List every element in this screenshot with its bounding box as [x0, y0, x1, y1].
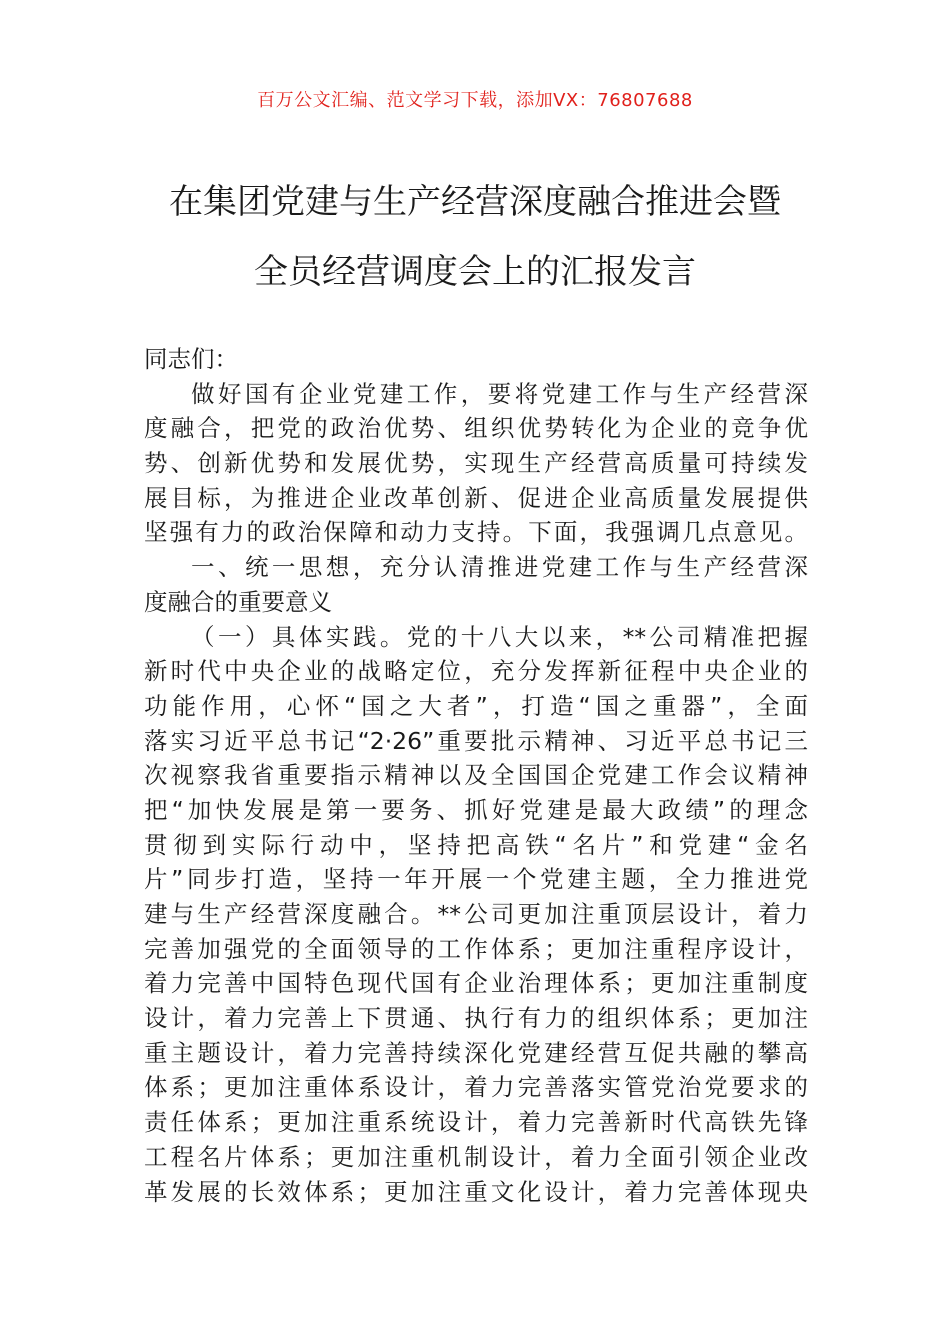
- body-line: 功能作用，心怀“国之大者”，打造“国之重器”，全面: [144, 691, 808, 720]
- salutation: 同志们：: [144, 345, 238, 373]
- body-line: 度融合，把党的政治优势、组织优势转化为企业的竞争优: [144, 414, 808, 443]
- body-line: 着力完善中国特色现代国有企业治理体系；更加注重制度: [144, 969, 808, 998]
- header-note: 百万公文汇编、范文学习下载，添加VX：76807688: [257, 90, 693, 111]
- body-line: 革发展的长效体系；更加注重文化设计，着力完善体现央: [144, 1177, 808, 1206]
- body-line: 势、创新优势和发展优势，实现生产经营高质量可持续发: [144, 449, 808, 478]
- body-line: 体系；更加注重体系设计，着力完善落实管党治党要求的: [144, 1073, 808, 1102]
- body-line: 贯彻到实际行动中，坚持把高铁“名片”和党建“金名: [144, 830, 808, 859]
- body-line: 完善加强党的全面领导的工作体系；更加注重程序设计，: [144, 934, 808, 963]
- section-heading-line: 度融合的重要意义: [144, 587, 332, 616]
- body-line: 新时代中央企业的战略定位，充分发挥新征程中央企业的: [144, 657, 808, 686]
- body-line: （一）具体实践。党的十八大以来，**公司精准把握: [191, 622, 808, 651]
- body-line: 次视察我省重要指示精神以及全国国企党建工作会议精神: [144, 761, 808, 790]
- body-line: 建与生产经营深度融合。**公司更加注重顶层设计，着力: [144, 900, 808, 928]
- body-line: 工程名片体系；更加注重机制设计，着力全面引领企业改: [144, 1142, 808, 1171]
- document-title-line-1: 在集团党建与生产经营深度融合推进会暨: [169, 182, 781, 222]
- document-body: [144, 342, 808, 1209]
- body-line: 重主题设计，着力完善持续深化党建经营互促共融的攀高: [144, 1038, 808, 1067]
- document-title-line-2: 全员经营调度会上的汇报发言: [254, 252, 696, 292]
- body-line: 展目标，为推进企业改革创新、促进企业高质量发展提供: [144, 483, 808, 512]
- body-line: 把“加快发展是第一要务、抓好党建是最大政绩”的理念: [144, 795, 808, 824]
- body-line: 设计，着力完善上下贯通、执行有力的组织体系；更加注: [144, 1004, 808, 1033]
- body-line: 片”同步打造，坚持一年开展一个党建主题，全力推进党: [144, 865, 808, 894]
- body-line: 做好国有企业党建工作，要将党建工作与生产经营深: [191, 379, 808, 408]
- body-line: 落实习近平总书记“2·26”重要批示精神、习近平总书记三: [144, 726, 808, 755]
- body-line: 责任体系；更加注重系统设计，着力完善新时代高铁先锋: [144, 1108, 808, 1137]
- section-heading-line: 一、统一思想，充分认清推进党建工作与生产经营深: [191, 553, 808, 582]
- body-line: 坚强有力的政治保障和动力支持。下面，我强调几点意见。: [144, 518, 808, 547]
